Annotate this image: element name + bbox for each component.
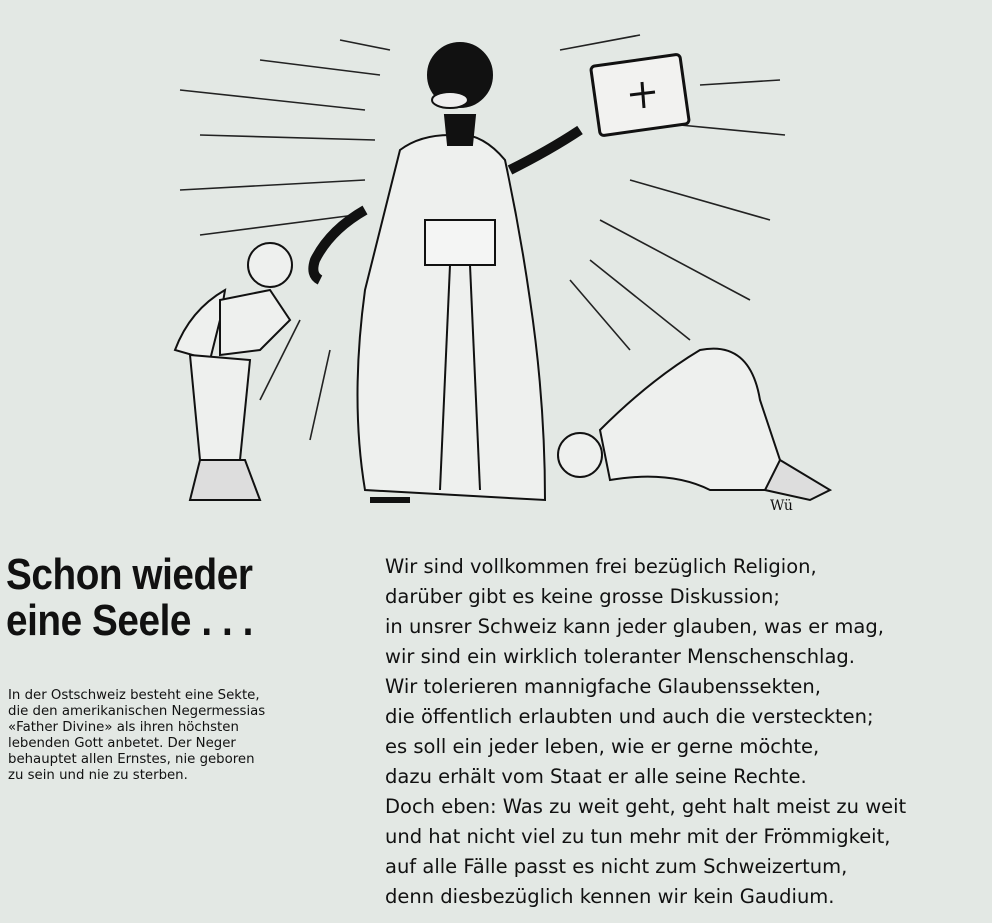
poem-line: darüber gibt es keine grosse Diskussion; [385, 585, 780, 608]
poem-line: die öffentlich erlaubten und auch die versteckten; [385, 705, 874, 728]
book-with-cross-icon [591, 54, 690, 136]
poem-line: Wir tolerieren mannigfache Glaubenssekten, [385, 675, 821, 698]
bowing-woman-figure [558, 349, 830, 514]
poem-line: dazu erhält vom Staat er alle seine Rechte. [385, 765, 807, 788]
poem-line: wir sind ein wirklich toleranter Menschenschlag. [385, 645, 855, 668]
intro-line: lebenden Gott anbetet. Der Neger [8, 736, 236, 751]
intro-line: die den amerikanischen Negermessias [8, 704, 266, 719]
poem-line: und hat nicht viel zu tun mehr mit der Frömmigkeit, [385, 825, 891, 848]
poem-line: denn diesbezüglich kennen wir kein Gaudium. [385, 885, 835, 908]
poem-line: Wir sind vollkommen frei bezüglich Religion, [385, 555, 817, 578]
intro-line: behauptet allen Ernstes, nie geboren [8, 752, 255, 767]
intro-line: In der Ostschweiz besteht eine Sekte, [8, 688, 260, 703]
poem-line: auf alle Fälle passt es nicht zum Schweizertum, [385, 855, 848, 878]
headline [6, 552, 305, 644]
cartoon-illustration [150, 20, 850, 520]
intro-paragraph [8, 688, 338, 784]
poem-text [385, 552, 992, 912]
robed-figure [313, 43, 580, 500]
intro-line: zu sein und nie zu sterben. [8, 768, 188, 783]
headline-line-1: Schon wieder [6, 550, 253, 599]
artist-signature: Wü [770, 498, 793, 514]
poem-line: Doch eben: Was zu weit geht, geht halt meist zu weit [385, 795, 907, 818]
intro-line: «Father Divine» als ihren höchsten [8, 720, 239, 735]
poem-line: in unsrer Schweiz kann jeder glauben, was er mag, [385, 615, 884, 638]
headline-line-2: eine Seele . . . [6, 596, 253, 645]
poem-line: es soll ein jeder leben, wie er gerne möchte, [385, 735, 820, 758]
